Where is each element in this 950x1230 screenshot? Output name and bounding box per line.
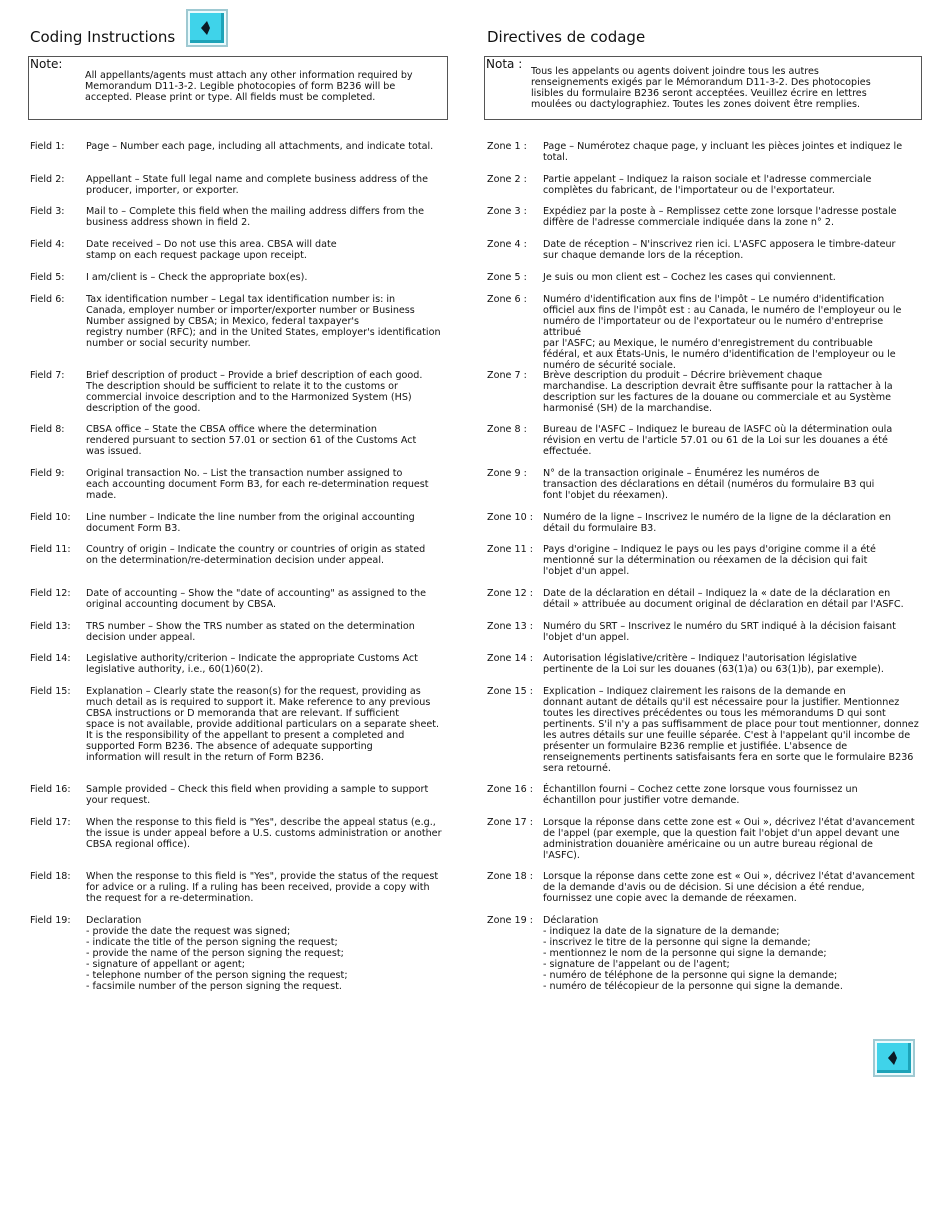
field-text: Tax identification number – Legal tax identification number is: in Canada, employer number or importer/exporter number or Business Number assigned by CBSA; in Mexico, federal taxpayer's registry number (RFC); and in the United States, employer's identification number or social security number. — [86, 294, 441, 349]
field-text: Date de la déclaration en détail – Indiquez la « date de la déclaration en détail » attribuée au document original de déclaration en détail par l'ASFC. — [543, 588, 904, 610]
field-text: Explanation – Clearly state the reason(s) for the request, providing as much detail as is required to support it. Make reference to any previous CBSA instructions or D memoranda that are relevant. If sufficient space is not available, provide additional particulars on a separate sheet. It is the responsibility of the appellant to present a completed and supported Form B236. The absence of adequate supporting information will result in the return of Form B236. — [86, 686, 440, 763]
field-text: Lorsque la réponse dans cette zone est « Oui », décrivez l'état d'avancement de la demande d'avis ou de décision. Si une décision a été rendue, fournissez une copie avec la demande de réexamen. — [543, 871, 915, 904]
field-label: Field 2: — [30, 174, 65, 185]
field-label: Field 12: — [30, 588, 71, 599]
french-note-box — [484, 56, 922, 120]
field-label: Field 4: — [30, 239, 65, 250]
field-text: TRS number – Show the TRS number as stated on the determination decision under appeal. — [86, 621, 415, 643]
field-label: Zone 11 : — [487, 544, 533, 555]
french-note-text: Tous les appelants ou agents doivent joindre tous les autres renseignements exigés par le Mémorandum D11-3-2. Des photocopies lisibles du formulaire B236 seront acceptées. Veuillez écrire en lettres moulées ou dactylographiez. Toutes les zones doivent être remplies. — [531, 66, 871, 110]
field-text: Explication – Indiquez clairement les raisons de la demande en donnant autant de détails qu'il est nécessaire pour la justifier. Mentionnez toutes les directives précédentes ou tous les mémorandums D qui sont pertinents. S'il n'y a pas suffisamment de place pour tout mentionner, donnez les autres détails sur une feuille séparée. C'est à l'appelant qu'il incombe de présenter un formulaire B236 remplie et justifiée. L'absence de renseignements pertinents satisfaisants fera en sorte que le formulaire B236 sera retourné. — [543, 686, 919, 774]
field-label: Field 19: — [30, 915, 71, 926]
field-text: Country of origin – Indicate the country or countries of origin as stated on the determination/re-determination decision under appeal. — [86, 544, 426, 566]
field-label: Field 8: — [30, 424, 65, 435]
field-text: Date received – Do not use this area. CBSA will date stamp on each request package upon receipt. — [86, 239, 337, 261]
field-label: Zone 4 : — [487, 239, 527, 250]
field-label: Zone 9 : — [487, 468, 527, 479]
field-label: Field 17: — [30, 817, 71, 828]
field-label: Field 7: — [30, 370, 65, 381]
field-text: Declaration - provide the date the request was signed; - indicate the title of the person signing the request; - provide the name of the person signing the request; - signature of appellant or agent; - telephone number of the person signing the request; - facsimile number of the person signing the request. — [86, 915, 348, 992]
field-text: Brief description of product – Provide a brief description of each good. The description should be sufficient to relate it to the customs or commercial invoice description and to the Harmonized System (HS) description of the good. — [86, 370, 423, 414]
field-text: N° de la transaction originale – Énumérez les numéros de transaction des déclarations en détail (numéros du formulaire B3 qui font l'objet du réexamen). — [543, 468, 875, 501]
field-text: CBSA office – State the CBSA office where the determination rendered pursuant to section 57.01 or section 61 of the Customs Act was issued. — [86, 424, 417, 457]
field-text: Original transaction No. – List the transaction number assigned to each accounting document Form B3, for each re-determination request made. — [86, 468, 429, 501]
field-label: Zone 6 : — [487, 294, 527, 305]
french-note-label: Nota : — [486, 57, 523, 71]
field-label: Zone 8 : — [487, 424, 527, 435]
english-note-label: Note: — [30, 57, 63, 71]
french-heading: Directives de codage — [487, 28, 646, 46]
field-label: Field 1: — [30, 141, 65, 152]
field-label: Field 11: — [30, 544, 71, 555]
back-button-top[interactable] — [186, 9, 228, 47]
field-text: Je suis ou mon client est – Cochez les cases qui conviennent. — [543, 272, 836, 283]
field-text: Date of accounting – Show the "date of accounting" as assigned to the original accounting document by CBSA. — [86, 588, 426, 610]
field-label: Zone 12 : — [487, 588, 533, 599]
field-text: Lorsque la réponse dans cette zone est « Oui », décrivez l'état d'avancement de l'appel (par exemple, que la question fait l'objet d'un appel devant une administration douanière américaine ou un autre bureau régional de l'ASFC). — [543, 817, 915, 861]
field-label: Zone 15 : — [487, 686, 533, 697]
field-label: Zone 7 : — [487, 370, 527, 381]
field-text: Bureau de l'ASFC – Indiquez le bureau de lASFC où la détermination oula révision en vertu de l'article 57.01 ou 61 de la Loi sur les douanes a été effectuée. — [543, 424, 893, 457]
field-text: Page – Numérotez chaque page, y incluant les pièces jointes et indiquez le total. — [543, 141, 903, 163]
field-label: Field 16: — [30, 784, 71, 795]
field-text: Numéro de la ligne – Inscrivez le numéro de la ligne de la déclaration en détail du formulaire B3. — [543, 512, 891, 534]
field-text: Déclaration - indiquez la date de la signature de la demande; - inscrivez le titre de la personne qui signe la demande; - mentionnez le nom de la personne qui signe la demande; - signature de l'appelant ou de l'agent; - numéro de téléphone de la personne qui signe la demande; - numéro de télécopieur de la personne qui signe la demande. — [543, 915, 843, 992]
field-label: Field 14: — [30, 653, 71, 664]
english-note-text: All appellants/agents must attach any other information required by Memorandum D11-3-2. Legible photocopies of form B236 will be accepted. Please print or type. All fields must be completed. — [85, 70, 413, 103]
field-label: Zone 3 : — [487, 206, 527, 217]
field-text: Numéro d'identification aux fins de l'impôt – Le numéro d'identification officiel aux fins de l'impôt est : au Canada, le numéro de l'employeur ou le numéro de l'importateur ou de l'exportateur ou le numéro d'entreprise attribué par l'ASFC; au Mexique, le numéro d'enregistrement du contribuable fédéral, et aux États-Unis, le numéro d'identification de l'employeur ou le numéro de sécurité sociale. — [543, 294, 902, 371]
field-label: Zone 17 : — [487, 817, 533, 828]
field-text: Échantillon fourni – Cochez cette zone lorsque vous fournissez un échantillon pour justifier votre demande. — [543, 784, 858, 806]
field-text: Page – Number each page, including all attachments, and indicate total. — [86, 141, 434, 152]
field-label: Field 5: — [30, 272, 65, 283]
field-text: Legislative authority/criterion – Indicate the appropriate Customs Act legislative authority, i.e., 60(1)60(2). — [86, 653, 418, 675]
field-text: Numéro du SRT – Inscrivez le numéro du SRT indiqué à la décision faisant l'objet d'un appel. — [543, 621, 896, 643]
english-note-box — [28, 56, 448, 120]
field-text: Expédiez par la poste à – Remplissez cette zone lorsque l'adresse postale diffère de l'adresse commerciale indiquée dans la zone n° 2. — [543, 206, 897, 228]
field-text: Autorisation législative/critère – Indiquez l'autorisation législative pertinente de la Loi sur les douanes (63(1)a) ou 63(1)b), par exemple). — [543, 653, 884, 675]
field-label: Field 10: — [30, 512, 71, 523]
field-text: Brève description du produit – Décrire brièvement chaque marchandise. La description devrait être suffisante pour la rattacher à la description sur les factures de la douane ou commerciale et au Système harmonisé (SH) de la marchandise. — [543, 370, 893, 414]
field-text: When the response to this field is "Yes", provide the status of the request for advice or a ruling. If a ruling has been received, provide a copy with the request for a re-determination. — [86, 871, 439, 904]
field-label: Zone 10 : — [487, 512, 533, 523]
field-label: Zone 13 : — [487, 621, 533, 632]
english-heading: Coding Instructions — [30, 28, 176, 46]
field-text: Pays d'origine – Indiquez le pays ou les pays d'origine comme il a été mentionné sur la détermination ou réexamen de la décision qui fait l'objet d'un appel. — [543, 544, 876, 577]
field-label: Zone 19 : — [487, 915, 533, 926]
field-label: Zone 1 : — [487, 141, 527, 152]
field-text: I am/client is – Check the appropriate box(es). — [86, 272, 308, 283]
field-label: Field 13: — [30, 621, 71, 632]
field-text: Appellant – State full legal name and complete business address of the producer, importer, or exporter. — [86, 174, 428, 196]
field-label: Zone 5 : — [487, 272, 527, 283]
field-text: Mail to – Complete this field when the mailing address differs from the business address shown in field 2. — [86, 206, 424, 228]
field-label: Field 6: — [30, 294, 65, 305]
field-text: Date de réception – N'inscrivez rien ici. L'ASFC apposera le timbre-dateur sur chaque demande lors de la réception. — [543, 239, 896, 261]
field-label: Zone 14 : — [487, 653, 533, 664]
field-label: Zone 16 : — [487, 784, 533, 795]
field-text: Partie appelant – Indiquez la raison sociale et l'adresse commerciale complètes du fabricant, de l'importateur ou de l'exportateur. — [543, 174, 872, 196]
field-label: Zone 18 : — [487, 871, 533, 882]
field-label: Zone 2 : — [487, 174, 527, 185]
field-text: Sample provided – Check this field when providing a sample to support your request. — [86, 784, 429, 806]
back-button-bottom[interactable] — [873, 1039, 915, 1077]
field-text: Line number – Indicate the line number from the original accounting document Form B3. — [86, 512, 415, 534]
field-label: Field 18: — [30, 871, 71, 882]
field-label: Field 9: — [30, 468, 65, 479]
field-label: Field 3: — [30, 206, 65, 217]
field-text: When the response to this field is "Yes", describe the appeal status (e.g., the issue is under appeal before a U.S. customs administration or another CBSA regional office). — [86, 817, 442, 850]
field-label: Field 15: — [30, 686, 71, 697]
